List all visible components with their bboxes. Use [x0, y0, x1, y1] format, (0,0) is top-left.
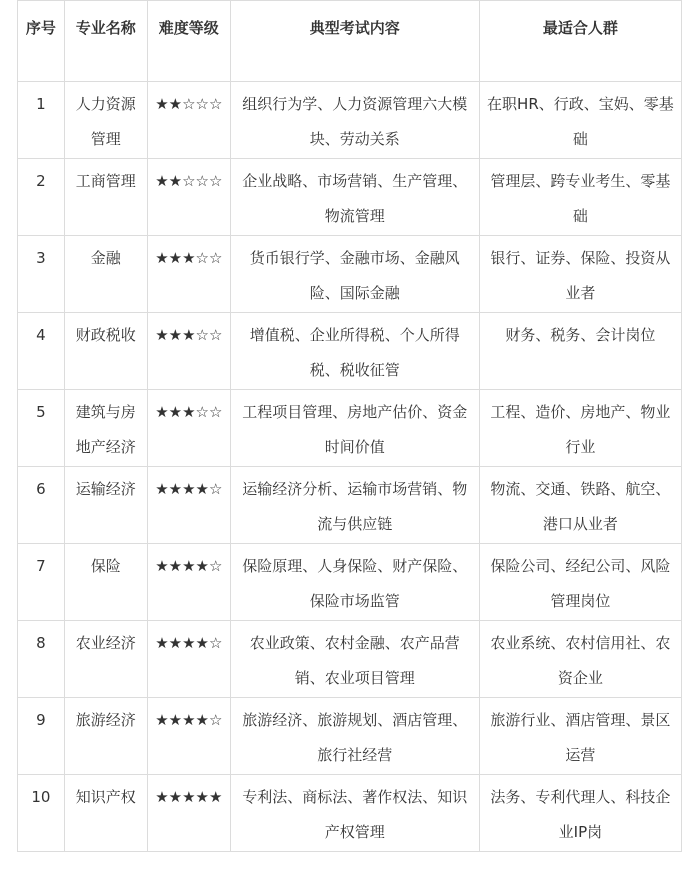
- cell-target-audience: 旅游行业、酒店管理、景区运营: [479, 698, 681, 775]
- cell-exam-content: 旅游经济、旅游规划、酒店管理、旅行社经营: [230, 698, 479, 775]
- cell-difficulty-stars: ★★★★☆: [147, 621, 230, 698]
- cell-no: 10: [18, 775, 65, 852]
- cell-exam-content: 运输经济分析、运输市场营销、物流与供应链: [230, 467, 479, 544]
- cell-no: 6: [18, 467, 65, 544]
- cell-major-name: 建筑与房地产经济: [64, 390, 147, 467]
- cell-exam-content: 保险原理、人身保险、财产保险、保险市场监管: [230, 544, 479, 621]
- cell-major-name: 旅游经济: [64, 698, 147, 775]
- cell-target-audience: 物流、交通、铁路、航空、港口从业者: [479, 467, 681, 544]
- header-exam-content: 典型考试内容: [230, 1, 479, 82]
- cell-exam-content: 专利法、商标法、著作权法、知识产权管理: [230, 775, 479, 852]
- cell-difficulty-stars: ★★★☆☆: [147, 390, 230, 467]
- cell-major-name: 运输经济: [64, 467, 147, 544]
- cell-exam-content: 组织行为学、人力资源管理六大模块、劳动关系: [230, 82, 479, 159]
- cell-no: 2: [18, 159, 65, 236]
- cell-major-name: 农业经济: [64, 621, 147, 698]
- table-row: [18, 313, 682, 390]
- cell-exam-content: 企业战略、市场营销、生产管理、物流管理: [230, 159, 479, 236]
- cell-exam-content: 增值税、企业所得税、个人所得税、税收征管: [230, 313, 479, 390]
- cell-no: 3: [18, 236, 65, 313]
- cell-difficulty-stars: ★★★★☆: [147, 544, 230, 621]
- cell-target-audience: 银行、证券、保险、投资从业者: [479, 236, 681, 313]
- cell-major-name: 财政税收: [64, 313, 147, 390]
- table-row: [18, 775, 682, 852]
- cell-difficulty-stars: ★★☆☆☆: [147, 82, 230, 159]
- cell-no: 4: [18, 313, 65, 390]
- cell-no: 1: [18, 82, 65, 159]
- cell-no: 9: [18, 698, 65, 775]
- cell-exam-content: 农业政策、农村金融、农产品营销、农业项目管理: [230, 621, 479, 698]
- table-row: [18, 390, 682, 467]
- cell-major-name: 工商管理: [64, 159, 147, 236]
- table-row: [18, 467, 682, 544]
- cell-target-audience: 保险公司、经纪公司、风险管理岗位: [479, 544, 681, 621]
- table-row: [18, 621, 682, 698]
- cell-difficulty-stars: ★★★★★: [147, 775, 230, 852]
- cell-target-audience: 在职HR、行政、宝妈、零基础: [479, 82, 681, 159]
- table-row: [18, 698, 682, 775]
- cell-major-name: 金融: [64, 236, 147, 313]
- header-difficulty: 难度等级: [147, 1, 230, 82]
- table-row: [18, 236, 682, 313]
- cell-target-audience: 财务、税务、会计岗位: [479, 313, 681, 390]
- table-header-row: [18, 1, 682, 82]
- cell-target-audience: 管理层、跨专业考生、零基础: [479, 159, 681, 236]
- cell-difficulty-stars: ★★★☆☆: [147, 236, 230, 313]
- cell-no: 5: [18, 390, 65, 467]
- cell-difficulty-stars: ★★★★☆: [147, 467, 230, 544]
- cell-no: 7: [18, 544, 65, 621]
- cell-target-audience: 农业系统、农村信用社、农资企业: [479, 621, 681, 698]
- cell-difficulty-stars: ★★★☆☆: [147, 313, 230, 390]
- table-row: [18, 159, 682, 236]
- cell-exam-content: 工程项目管理、房地产估价、资金时间价值: [230, 390, 479, 467]
- cell-exam-content: 货币银行学、金融市场、金融风险、国际金融: [230, 236, 479, 313]
- cell-difficulty-stars: ★★☆☆☆: [147, 159, 230, 236]
- table-row: [18, 82, 682, 159]
- cell-major-name: 知识产权: [64, 775, 147, 852]
- table-row: [18, 544, 682, 621]
- cell-target-audience: 法务、专利代理人、科技企业IP岗: [479, 775, 681, 852]
- cell-target-audience: 工程、造价、房地产、物业行业: [479, 390, 681, 467]
- header-no: 序号: [18, 1, 65, 82]
- header-target-audience: 最适合人群: [479, 1, 681, 82]
- header-major-name: 专业名称: [64, 1, 147, 82]
- cell-difficulty-stars: ★★★★☆: [147, 698, 230, 775]
- cell-major-name: 人力资源管理: [64, 82, 147, 159]
- major-comparison-table: [17, 0, 682, 852]
- cell-no: 8: [18, 621, 65, 698]
- cell-major-name: 保险: [64, 544, 147, 621]
